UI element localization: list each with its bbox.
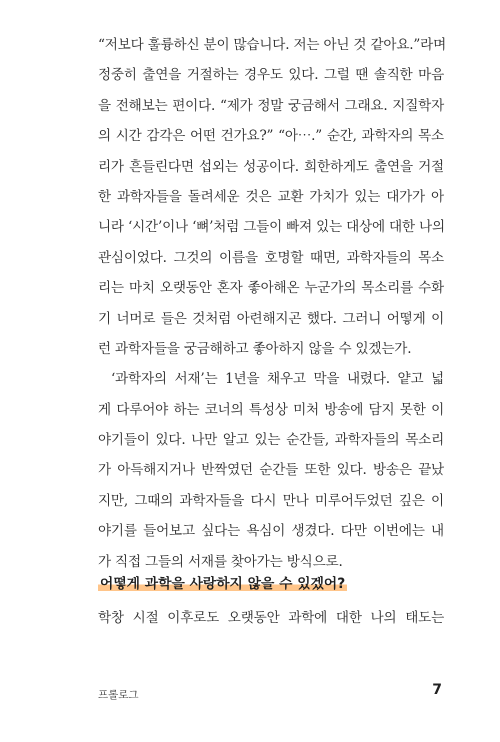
running-footer-chapter: 프롤로그	[98, 689, 139, 701]
text-line: 리가 흔들린다면 섭외는 성공이다. 희한하게도 출연을 거절	[98, 158, 444, 175]
text-line: 야기를 들어보고 싶다는 욕심이 생겼다. 다만 이번에는 내	[98, 523, 444, 540]
text-line: 리는 마치 오랫동안 혼자 좋아해온 누군가의 목소리를 수화	[98, 280, 444, 297]
text-line: 을 전해보는 편이다. “제가 정말 궁금해서 그래요. 지질학자	[98, 97, 444, 114]
text-line: 의 시간 감각은 어떤 건가요?” “아⋯.” 순간, 과학자의 목소	[98, 128, 444, 145]
text-line: “저보다 훌륭하신 분이 많습니다. 저는 아닌 것 같아요.”라며	[98, 37, 447, 53]
text-line: 한 과학자들을 돌려세운 것은 교환 가치가 있는 대가가 아	[98, 188, 444, 205]
page-number: 7	[432, 682, 442, 698]
text-line: 야기들이 있다. 나만 알고 있는 순간들, 과학자들의 목소리	[98, 432, 444, 449]
text-line: 기 너머로 들은 것처럼 아련해지곤 했다. 그러니 어떻게 이	[98, 310, 444, 327]
text-line: 관심이었다. 그것의 이름을 호명할 때면, 과학자들의 목소	[98, 249, 444, 266]
text-line: 니라 ‘시간’이나 ‘뼈’처럼 그들이 빠져 있는 대상에 대한 나의	[98, 219, 445, 236]
prologue-body-text	[98, 30, 447, 577]
text-line: 학창 시절 이후로도 오랫동안 과학에 대한 나의 태도는	[98, 610, 444, 626]
section-heading-text: 어떻게 과학을 사랑하지 않을 수 있겠어?	[100, 576, 346, 592]
text-line: 게 다루어야 하는 코너의 특성상 미처 방송에 담지 못한 이	[98, 401, 444, 418]
text-line: 가 직접 그들의 서재를 찾아가는 방식으로.	[98, 553, 343, 570]
text-line: 정중히 출연을 거절하는 경우도 있다. 그럴 땐 솔직한 마음	[98, 67, 444, 84]
text-line: ‘과학자의 서재’는 1년을 채우고 막을 내렸다. 얕고 넓	[111, 371, 444, 388]
text-line: 런 과학자들을 궁금해하고 좋아하지 않을 수 있겠는가.	[98, 340, 412, 357]
text-line: 지만, 그때의 과학자들을 다시 만나 미루어두었던 깊은 이	[98, 492, 444, 509]
section-heading	[98, 570, 347, 598]
text-line: 가 아득해지거나 반짝였던 순간들 또한 있다. 방송은 끝났	[98, 462, 444, 479]
section-body-text	[98, 603, 444, 633]
